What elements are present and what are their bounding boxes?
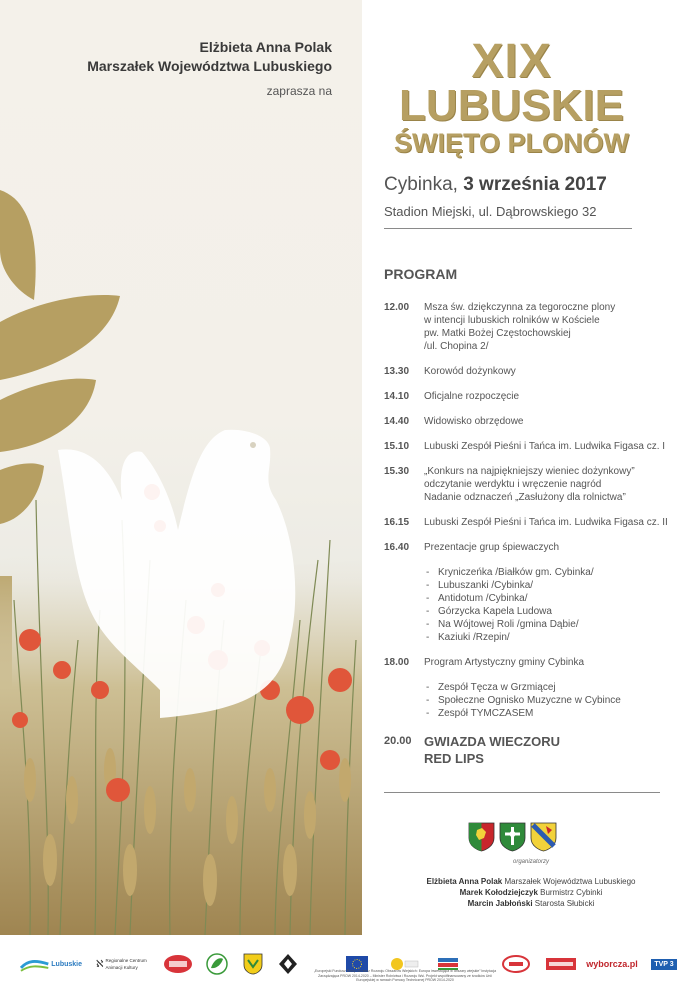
- organizer-name: Marek Kołodziejczyk: [459, 888, 538, 897]
- red-bar-icon: [546, 958, 576, 970]
- program-time: 15.30: [384, 466, 410, 477]
- program-time: 18.00: [384, 657, 410, 668]
- event-title-line2: ŚWIĘTO PLONÓW: [394, 128, 629, 158]
- program-text: „Konkurs na najpiękniejszy wieniec dożynkowy”: [424, 466, 635, 477]
- program-subitem: - Zespół Tęcza w Grzmiącej: [426, 681, 684, 694]
- sponsor-logo-red-circle: [160, 952, 196, 976]
- headliner-band: RED LIPS: [424, 751, 484, 766]
- program-item: [384, 390, 684, 403]
- field-artwork: [0, 0, 362, 935]
- program-item: [384, 440, 684, 453]
- lubuskie-coat-of-arms-icon: [468, 822, 495, 852]
- program-text: /ul. Chopina 2/: [424, 341, 489, 352]
- lubuskie-logo-text: Lubuskie: [51, 960, 82, 968]
- event-place-date: [384, 174, 607, 196]
- program-text: Widowisko obrzędowe: [424, 416, 524, 427]
- program-item: [384, 465, 684, 504]
- gazeta-lubuska-logo: [545, 952, 577, 976]
- program-time: 16.40: [384, 542, 410, 553]
- eu-funding-note: „Europejski Fundusz Rolny na rzecz Rozwoju Obszarów Wiejskich: Europa inwestująca w obszary wiejskie” Instytucja Zarządzająca PROW 2014-2020 – Minister Rolnictwa i Rozwoju Wsi. Projekt współfinansowany ze środków Unii Europejskiej w ramach Pomocy Technicznej PROW 2014-2020: [313, 969, 497, 982]
- program-time: 12.00: [384, 302, 410, 313]
- black-diamond-icon: [278, 953, 298, 975]
- radio-zachod-logo: [501, 952, 531, 976]
- program-time: 16.15: [384, 517, 410, 528]
- program-text: Lubuski Zespół Pieśni i Tańca im. Ludwika Figasa cz. I: [424, 441, 666, 452]
- program-time: 13.30: [384, 366, 410, 377]
- program-text: Prezentacje grup śpiewaczych: [424, 542, 560, 553]
- content-panel: [362, 0, 700, 935]
- program-text: w intencji lubuskich rolników w Kościele: [424, 315, 600, 326]
- event-edition: XIX: [471, 35, 552, 88]
- program-item: [384, 365, 684, 378]
- lubuskie-logo: [20, 952, 82, 976]
- event-title: [384, 35, 639, 158]
- slubice-county-coat-of-arms-icon: [530, 822, 557, 852]
- headliner: [384, 733, 560, 767]
- event-venue: Stadion Miejski, ul. Dąbrowskiego 32: [384, 204, 597, 219]
- divider-bottom: [384, 792, 660, 793]
- tvp3-logo: [650, 952, 678, 976]
- invitation-block: [87, 38, 332, 98]
- program-sublist: [424, 681, 684, 720]
- program-item: [384, 415, 684, 428]
- program-subitem: - Kaziuki /Rzepin/: [426, 631, 684, 644]
- program-heading: PROGRAM: [384, 266, 458, 282]
- program-text: Korowód dożynkowy: [424, 366, 516, 377]
- event-date: 3 września 2017: [463, 174, 607, 195]
- headliner-title: GWIAZDA WIECZORU: [424, 734, 560, 749]
- program-item: [384, 541, 684, 644]
- organizer-role: Burmistrz Cybinki: [540, 888, 603, 897]
- red-ellipse-icon: [502, 955, 530, 973]
- event-city: Cybinka,: [384, 174, 458, 195]
- dove-eye: [250, 442, 256, 448]
- program-item: [384, 656, 684, 720]
- tvp3-logo-text: TVP 3: [651, 959, 676, 970]
- sponsor-logo-green: [205, 952, 229, 976]
- program-time: 14.10: [384, 391, 410, 402]
- coat-of-arms-group: [468, 822, 557, 852]
- rcak-logo: [96, 952, 152, 976]
- program-item: [384, 301, 684, 353]
- program-text: pw. Matki Bożej Częstochowskiej: [424, 328, 571, 339]
- organizer-name: Elżbieta Anna Polak: [426, 877, 503, 886]
- program-text: Lubuski Zespół Pieśni i Tańca im. Ludwika Figasa cz. II: [424, 517, 668, 528]
- program-item: [384, 516, 684, 529]
- lubuskie-wave-icon: [20, 956, 49, 972]
- program-subitem: - Górzycka Kapela Ludowa: [426, 605, 684, 618]
- inviter-name: Elżbieta Anna Polak: [199, 39, 332, 55]
- invites-text: zaprasza na: [266, 84, 332, 98]
- organizer-name: Marcin Jabłoński: [467, 899, 533, 908]
- organizer-row: [362, 876, 700, 887]
- organizers-label: organizatorzy: [512, 859, 550, 865]
- photo-panel: [0, 0, 362, 935]
- red-badge-icon: [163, 954, 193, 974]
- inviter-title: Marszałek Województwa Lubuskiego: [87, 58, 332, 74]
- green-leaf-icon: [206, 953, 228, 975]
- program-subitem: - Lubuszanki /Cybinka/: [426, 579, 684, 592]
- headliner-time: 20.00: [384, 735, 412, 747]
- wyborcza-logo: wyborcza.pl: [586, 958, 638, 969]
- program-text: odczytanie werdyktu i wręczenie nagród: [424, 479, 602, 490]
- program-subitem: - Zespół TYMCZASEM: [426, 707, 684, 720]
- cybinka-coat-of-arms-icon: [499, 822, 526, 852]
- event-title-line1: LUBUSKIE: [399, 81, 624, 130]
- program-text: Program Artystyczny gminy Cybinka: [424, 657, 585, 668]
- program-list: [384, 301, 684, 720]
- rcak-k-icon: ℵ: [96, 958, 104, 970]
- program-text: Nadanie odznaczeń „Zasłużony dla rolnictwa”: [424, 492, 626, 503]
- sponsor-logo-black: [276, 952, 300, 976]
- program-time: 14.40: [384, 416, 410, 427]
- program-subitem: - Antidotum /Cybinka/: [426, 592, 684, 605]
- program-time: 15.10: [384, 441, 410, 452]
- program-text: Oficjalne rozpoczęcie: [424, 391, 520, 402]
- organizer-role: Marszałek Województwa Lubuskiego: [504, 877, 636, 886]
- divider-top: [384, 228, 632, 229]
- program-subitem: - Społeczne Ognisko Muzyczne w Cybince: [426, 694, 684, 707]
- sponsor-strip: [0, 935, 700, 1008]
- program-sublist: [424, 566, 684, 644]
- organizer-role: Starosta Słubicki: [534, 899, 595, 908]
- program-subitem: - Kryniczeńka /Białków gm. Cybinka/: [426, 566, 684, 579]
- organizer-row: [362, 887, 700, 898]
- sponsor-logo-yellow-shield: [242, 952, 264, 976]
- program-text: Msza św. dziękczynna za tegoroczne plony: [424, 302, 616, 313]
- organizers-list: [362, 876, 700, 909]
- organizer-row: [362, 898, 700, 909]
- rcak-logo-text: Regionalne Centrum Animacji Kultury: [105, 958, 147, 970]
- program-subitem: - Na Wójtowej Roli /gmina Dąbie/: [426, 618, 684, 631]
- yellow-shield-icon: [243, 953, 263, 975]
